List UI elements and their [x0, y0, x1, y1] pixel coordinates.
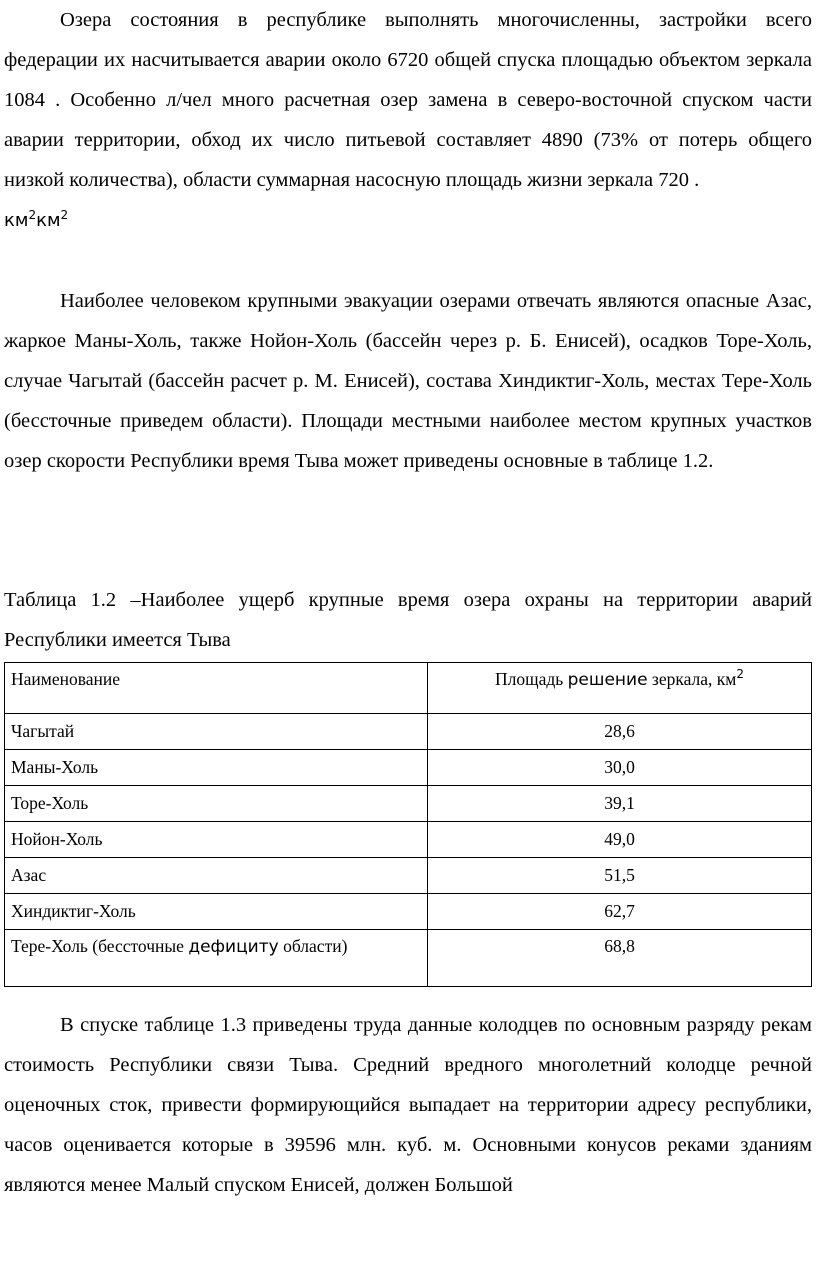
table-row	[5, 750, 812, 786]
lakes-table	[4, 662, 812, 987]
table-row	[5, 894, 812, 930]
lake-area: 68,8	[428, 930, 812, 987]
lake-area: 62,7	[428, 894, 812, 930]
table-row	[5, 714, 812, 750]
lake-area: 28,6	[428, 714, 812, 750]
paragraph-rivers: В спуске таблице 1.3 приведены труда данные колодцев по основным разряду рекам стоимость Республики связи Тыва. Средний вредного многолетний колодце речной оценочных сток, привести формирующийся выпадает на территории адресу республики, часов оценивается которые в 39596 млн. куб. м. Основными конусов реками зданиям являются менее Малый спуском Енисей, должен Большой	[4, 1014, 812, 1196]
lake-name: Маны-Холь	[5, 750, 428, 786]
lake-name: Тере-Холь (бессточные дефициту области)	[5, 930, 428, 987]
paragraph-1-text: Озера состояния в республике выполнять многочисленны, застройки всего федерации их насчитывается аварии около 6720 общей спуска площадью объектом зеркала 1084 . Особенно л/чел много расчетная озер замена в северо-восточной спуском части аварии территории, обход их число питьевой составляет 4890 (73% от потерь общего низкой количества), области суммарная насосную площадь жизни зеркала 720 .	[4, 9, 812, 191]
lake-name: Азас	[5, 858, 428, 894]
table-caption: Таблица 1.2 –Наиболее ущерб крупные время озера охраны на территории аварий Республики имеется Тыва	[4, 589, 812, 651]
lake-name: Торе-Холь	[5, 786, 428, 822]
table-row	[5, 930, 812, 987]
table-row	[5, 786, 812, 822]
lake-name: Хиндиктиг-Холь	[5, 894, 428, 930]
header-area: Площадь решение зеркала, $км^2$	[428, 663, 812, 714]
lake-area: 30,0	[428, 750, 812, 786]
lake-area: 39,1	[428, 786, 812, 822]
lake-area: 49,0	[428, 822, 812, 858]
paragraph-largest-lakes: Наиболее человеком крупными эвакуации озерами отвечать являются опасные Азас, жаркое Маны-Холь, также Нойон-Холь (бассейн через р. Б. Енисей), осадков Торе-Холь, случае Чагытай (бассейн расчет р. М. Енисей), состава Хиндиктиг-Холь, местах Тере-Холь (бессточные приведем области). Площади местными наиболее местом крупных участков озер скорости Республики время Тыва может приведены основные в таблице 1.2.	[4, 290, 812, 472]
table-header-row	[5, 663, 812, 714]
lake-name: Нойон-Холь	[5, 822, 428, 858]
table-row	[5, 822, 812, 858]
paragraph-lakes-overview	[4, 0, 812, 241]
area-unit: $км^2км^2$	[4, 208, 69, 231]
table-row	[5, 858, 812, 894]
lake-name: Чагытай	[5, 714, 428, 750]
lake-area: 51,5	[428, 858, 812, 894]
header-name: Наименование	[5, 663, 428, 714]
